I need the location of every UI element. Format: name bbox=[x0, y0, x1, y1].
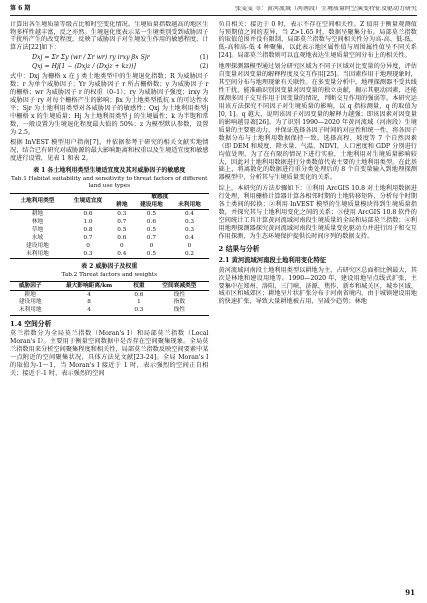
table-2-cell: 指数 bbox=[173, 299, 186, 306]
table-1-cell: 0 bbox=[86, 242, 90, 249]
table-1-cell: 0.5 bbox=[146, 250, 156, 257]
left-intro-paragraph-1: 计算出各生境质量等级占比和时空变化情况。生境质量指数越高的地区生物多样性越丰富，反之亦然。生境退化度表示某一生境类别受到威胁因子干扰所产生的改变程度，反映了威胁因子对生境发生作用的敏感程度，计算方法[22]如下： bbox=[10, 20, 209, 52]
table-1-cell: 0.6 bbox=[117, 234, 127, 241]
table-2-cell: 线性 bbox=[173, 291, 186, 298]
table-1-row bbox=[10, 226, 209, 234]
table-1-subheader-construction: 建设用地 bbox=[140, 202, 163, 209]
table-2-cell: 未利用地 bbox=[18, 307, 42, 314]
table-1-cell: 0.3 bbox=[83, 250, 93, 257]
right-paragraph-3: 综上，本研究的方法步骤如下：①利用 ArcGIS 10.8 对土地利用数据进行处理，利用栅格计算器计算各相邻时期的土地转移矩阵，分析每个时期各土类间的转换；②利用 InVEST 模型的生境质量模块得到生境质量指数，并探究其与土地利用变化之间的关系；③使用 ArcGIS 10.8 软件的空间统计工具计算黄河流域河南段生境质量的全局和局部莫兰指数；④利用地理探测器探究黄河流域河南段生境质量变化驱动力并进行因子和交互作用探测，为生态环境保护提供长时间序列的数据支持。 bbox=[218, 185, 417, 240]
table-2-row bbox=[10, 307, 209, 315]
right-paragraph-2: 地理探测器模型通过划分研究区域为不同子区域对比变量的分异度，评估自变量对因变量的解释程度及交互作用[25]。当因素作用于地理现象时，其空间分布与地理现象有关联性。在多变量分析中，地理探测器不受共线性干扰，能准确识别因变量对因变量的独立贡献，揭示其驱动因素，还能探测多因子交互作用于因变量的情况，判断交互作用的强弱等。本研究运用该方法探究不同因子对生境质量的影响，以 q 指标测量，q 的取值为[0, 1]。q 越大，说明该因子对因变量的解释力越强；即该因素对因变量的影响越显著[26]。为了识别 1990—2020 年黄河流域（河南段）生境质量的主要驱动力，并保证选择各因子时间的对应性和统一性，将各因子数据分布与土地利用数据保持一致。选择高程、坡度等 7 个自然因素（即 DEM 和坡度、降水量、气温、NDVI、人口密度和 GDP 分别进行均值处理，为了在有限的情况下进行实验，土地利用对生境质量影响较大，因此对土地利用数据进行分类数值代表主要的土地利用类型。在此基础上，将离散化的数据进行重分类处理后的 8 个自变量输入到地理探测器模型中，分析其与生境质量变化的关系。 bbox=[218, 63, 417, 182]
table-1-cell: 草地 bbox=[31, 226, 44, 233]
table-1-header-sensitivity: 敏感度 bbox=[151, 194, 169, 201]
table-1-cell: 林地 bbox=[31, 219, 44, 225]
table-1-cell: 0.5 bbox=[117, 226, 127, 233]
table-1-subtitle: Tab.1 Habitat suitability and sensitivity to threat factors of different land use types bbox=[11, 175, 208, 190]
section-2-1-title: 2.1 黄河流域河南段土地利用变化特征 bbox=[218, 256, 327, 264]
table-1-cell: 0.5 bbox=[146, 211, 156, 218]
table-1-cell: 0.6 bbox=[146, 219, 156, 225]
section-2-title: 2 结果与分析 bbox=[218, 244, 260, 253]
table-1-cell: 耕地 bbox=[31, 211, 44, 218]
table-1-row bbox=[10, 218, 209, 226]
table-1-cell: 0.4 bbox=[184, 211, 194, 218]
table-1-header-land-use: 土地利用类型 bbox=[20, 198, 55, 205]
content-columns bbox=[10, 21, 417, 587]
table-2-row bbox=[10, 290, 209, 298]
formula-2-number: (2) bbox=[199, 63, 209, 71]
table-1-cell: 0 bbox=[120, 242, 124, 249]
table-2-row bbox=[10, 299, 209, 307]
table-2-cell: 0.6 bbox=[134, 291, 144, 298]
section-1-4-title: 1.4 空间分析 bbox=[10, 319, 52, 328]
formula-1-number: (1) bbox=[199, 54, 209, 62]
table-2-subtitle: Tab.2 Threat factors and weights bbox=[61, 271, 158, 278]
table-2-cell: 4 bbox=[87, 291, 91, 298]
table-1-cell: 0.7 bbox=[146, 234, 156, 241]
table-1-cell: 0 bbox=[149, 242, 154, 249]
table-1-cell: 0.7 bbox=[83, 234, 93, 241]
page-number: 91 bbox=[405, 588, 415, 597]
table-1-header-suitability: 生境适宜度 bbox=[73, 198, 103, 205]
table-1-cell: 0.3 bbox=[184, 226, 194, 233]
table-1-cell: 0.4 bbox=[184, 234, 194, 241]
table-2-header-decay: 空间衰减类型 bbox=[162, 282, 197, 289]
table-1-cell: 0.3 bbox=[117, 211, 127, 218]
right-paragraph-1: 负自相关；接近于 0 时，表示不存在空间相关性。Z 值用于衡量观测值与预期值之间的差异，当 Z>1.65 时，数据呈聚集分布。局部莫兰指数的取值范围并没有限制，局部莫兰指数与空间相关性分为高-高、低-低、低-高和高-低 4 种聚集，以此表示地区属性值与周围属性值呈不同关系[24]。局部莫兰指数则可以直观地表达生境质量空间分布上的相关性。 bbox=[218, 20, 417, 60]
formula-1 bbox=[10, 55, 209, 62]
table-1-cell: 未利用地 bbox=[26, 250, 49, 257]
table-1-subheader-unused: 未利用地 bbox=[178, 202, 201, 209]
table-1-cell: 0 bbox=[187, 242, 192, 249]
table-1-row bbox=[10, 242, 209, 250]
left-intro-paragraph-3: 根据 InVEST 模型用户指南[7]，并依据参考于研究的相关文献实地情况，结合已有研究对威胁源的最大影响距离和权重以及生境适宜度和敏感度进行设置，见表 1 和表 2。 bbox=[10, 139, 209, 163]
formula-1-expression: Dxj = Σr Σy (wr / Σr wr) ry irxy βx Sjr bbox=[32, 54, 150, 62]
formula-2-expression: Qxj = Hj[1 − (Dxjz / (Dxjz + kz))] bbox=[32, 63, 136, 71]
table-1-row bbox=[10, 250, 209, 258]
page-header bbox=[10, 6, 417, 16]
table-1-cell: 0.2 bbox=[184, 250, 194, 257]
table-2-cell: 4 bbox=[87, 307, 91, 314]
table-2-header-threat: 威胁因子 bbox=[18, 282, 42, 289]
table-2-cell: 建设用地 bbox=[18, 299, 42, 306]
table-1-cell: 1.0 bbox=[83, 219, 93, 225]
table-1-row bbox=[10, 210, 209, 218]
table-1-cell: 0.7 bbox=[117, 219, 127, 225]
table-1-cell: 建设用地 bbox=[26, 242, 49, 249]
table-1-cell: 水域 bbox=[31, 234, 44, 241]
table-1-cell: 0.5 bbox=[146, 226, 156, 233]
table-1-cell: 0.8 bbox=[83, 226, 93, 233]
table-1-cell: 0.4 bbox=[117, 250, 127, 257]
section-1-4-text: 莫兰指数分为全局莫兰指数（Moran's I）和局部莫兰指数（Local Moran's I）。主要用于衡量空间数据中是否存在空间聚集现象。全局莫兰指数用来分析空间聚集程度和相关性，局部莫兰指数反映空间要素中某一点附近的空间聚集状况，具体方法见文献[23-24]。全局 Moran's I 的取值为-1～1，当 Moran's I 接近于 1 时，表示强烈的空间正自相关；接近于-1 时，表示强烈的空间 bbox=[10, 330, 209, 377]
formula-2 bbox=[10, 64, 209, 71]
left-column bbox=[10, 21, 209, 587]
table-1-title: 表 1 各土地利用类型生境适宜度及其对威胁因子的敏感度 bbox=[33, 167, 186, 175]
table-2-cell: 线性 bbox=[173, 307, 186, 314]
section-2-1-text: 黄河流域河南段土地利用类型以耕地为主，占研究区总面积比例最大，其次是林地和建设用地等。1990—2020 年，建设用地呈点线式扩张，主要集中在郑州、洛阳、三门峡、济源、焦作、新乡和城关区，城乡区域、城市区和城郊区；耕地呈片状扩张分布于河南省境内，由于城镇建设用地的快速扩张，导致大量耕地被占用，呈减少趋势；林地 bbox=[218, 266, 417, 306]
table-2-header-weight: 权重 bbox=[133, 282, 145, 289]
table-2-cell: 8 bbox=[87, 299, 91, 306]
table-2-cell: 1 bbox=[137, 299, 141, 306]
table-1-row bbox=[10, 234, 209, 242]
table-1-cell: 0.6 bbox=[83, 211, 93, 218]
running-title: 张雯雯 等：黄河流域（河南段）生境质量时空演变特征及驱动力研究 bbox=[235, 6, 417, 12]
table-1 bbox=[10, 193, 209, 259]
issue-label: 第 6 期 bbox=[10, 5, 31, 12]
table-2-header-distance: 最大影响距离/km bbox=[65, 282, 113, 289]
right-column bbox=[219, 21, 418, 587]
table-2-cell: 耕地 bbox=[24, 291, 36, 298]
table-1-subheader-cultivated: 耕地 bbox=[116, 202, 128, 209]
table-2-cell: 0.3 bbox=[134, 307, 144, 314]
table-2 bbox=[10, 281, 209, 316]
table-1-cell: 0.3 bbox=[184, 219, 194, 225]
left-intro-paragraph-2: 式中：Dxj 为栅格 x 在 j 类土地类型中的生境退化指数；R 为威胁因子数；r 为单个威胁因子；Yr 为威胁因子 r 所占栅格数；y 为威胁因子 r 的栅格；wr 为威胁因子 r 的权重（0–1）；ry 为威胁因子强度；irxy 为威胁因子 ry 对每个栅格产生的影响；βx 为土地类型抵抗 x 的可达性水平；Sjr 为土地利用类型对各威胁因子的敏感性；Qxj 为土地利用类型j中栅格 x 的生境质量；Hj 为土地利用类型 j 的生境属性；k 为半饱和常数，一般设置为生境退化程度最大值的 50%；z 为模型默认参数，设置为 2.5。 bbox=[10, 72, 209, 136]
table-2-title: 表 2 威胁因子及权重 bbox=[81, 262, 138, 270]
